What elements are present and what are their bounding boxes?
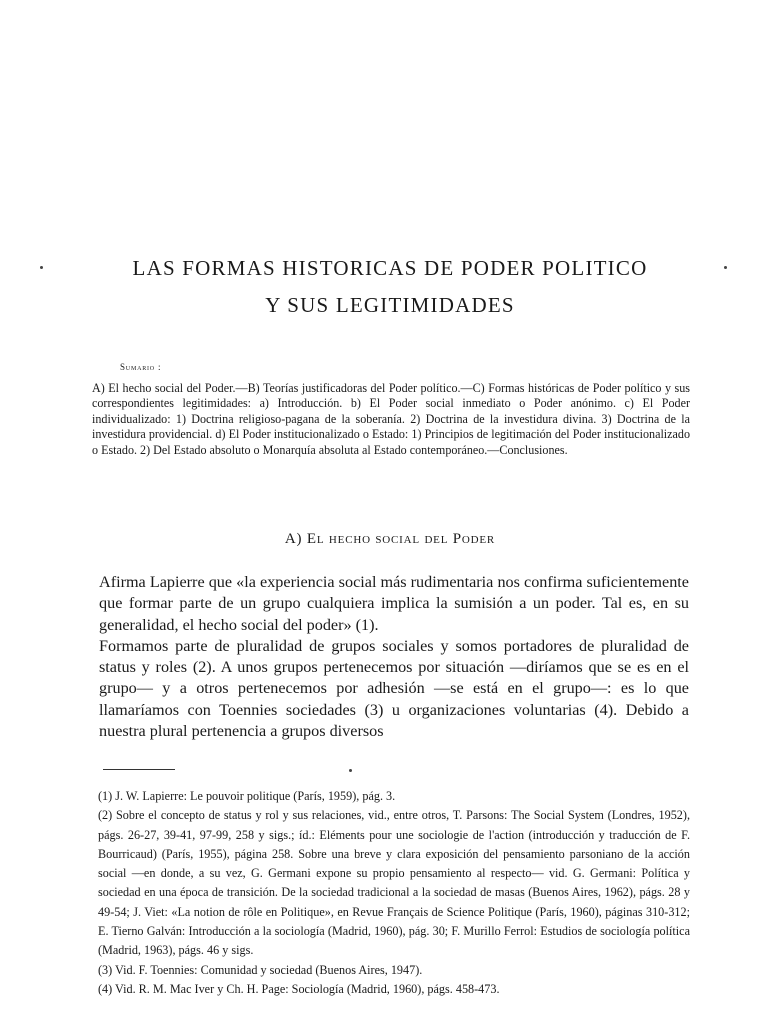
footnote-1: (1) J. W. Lapierre: Le pouvoir politique (París, 1959), pág. 3.	[98, 789, 396, 803]
footnote-2: (2) Sobre el concepto de status y rol y sus relaciones, vid., entre otros, T. Parsons: The Social System (Londres, 1952), págs. 26-27, 39-41, 97-99, 258 y sigs.; íd.: Eléments pour une sociologie de l'action (introducción y traducción de F. Bourricaud) (París, 1955), página 258. Sobre una breve y clara exposición del pensamiento parsoniano de la acción social —en donde, a su vez, G. Germani expone su propio pensamiento al respecto— vid. G. Germani: Política y sociedad en una época de transición. De la sociedad tradicional a la sociedad de masas (Buenos Aires, 1962), págs. 28 y 49-54; J. Viet: «La notion de rôle en Politique», en Revue Français de Science Politique (París, 1960), páginas 310-312; E. Tierno Galván: Introducción a la sociología (Madrid, 1960), pág. 30; F. Murillo Ferrol: Estudios de sociología política (Madrid, 1963), págs. 46 y sigs.	[98, 808, 690, 958]
margin-mark-right	[724, 266, 727, 269]
margin-mark-left	[40, 266, 43, 269]
footnote-3: (3) Vid. F. Toennies: Comunidad y sociedad (Buenos Aires, 1947).	[98, 962, 423, 977]
footnote-rule	[103, 769, 175, 770]
body-paragraph-1: Afirma Lapierre que «la experiencia social más rudimentaria nos confirma suficientemente que formar parte de un grupo cualquiera implica la sumisión a un poder. Tal es, en su generalidad, el hecho social del poder» (1).	[99, 573, 689, 634]
footnotes	[98, 787, 690, 999]
margin-mark-bottom	[349, 769, 352, 772]
sumario-label: Sumario :	[120, 362, 162, 372]
body-text	[99, 572, 689, 742]
title-line-1: LAS FORMAS HISTORICAS DE PODER POLITICO	[132, 256, 648, 280]
title-line-2: Y SUS LEGITIMIDADES	[265, 293, 515, 317]
footnote-4: (4) Vid. R. M. Mac Iver y Ch. H. Page: Sociología (Madrid, 1960), págs. 458-473.	[98, 981, 500, 996]
section-heading: A) El hecho social del Poder	[284, 531, 496, 547]
article-title	[60, 250, 720, 324]
body-paragraph-2: Formamos parte de pluralidad de grupos sociales y somos portadores de pluralidad de status y roles (2). A unos grupos pertenecemos por situación —diríamos que se es en el grupo— y a otros pertenecemos por adhesión —se está en el grupo—: es lo que llamaríamos con Toennies sociedades (3) u organizaciones voluntarias (4). Debido a nuestra plural pertenencia a grupos diversos	[99, 636, 689, 741]
sumario-text: A) El hecho social del Poder.—B) Teorías justificadoras del Poder político.—C) Formas históricas de Poder político y sus correspondientes legitimidades: a) Introducción. b) El Poder social inmediato o Poder anónimo. c) El Poder individualizado: 1) Doctrina religioso-pagana de la soberanía. 2) Doctrina de la investidura divina. 3) Doctrina de la investidura providencial. d) El Poder institucionalizado o Estado: 1) Principios de legitimación del Poder institucionalizado o Estado. 2) Del Estado absoluto o Monarquía absoluta al Estado contemporáneo.—Conclusiones.	[92, 381, 690, 457]
